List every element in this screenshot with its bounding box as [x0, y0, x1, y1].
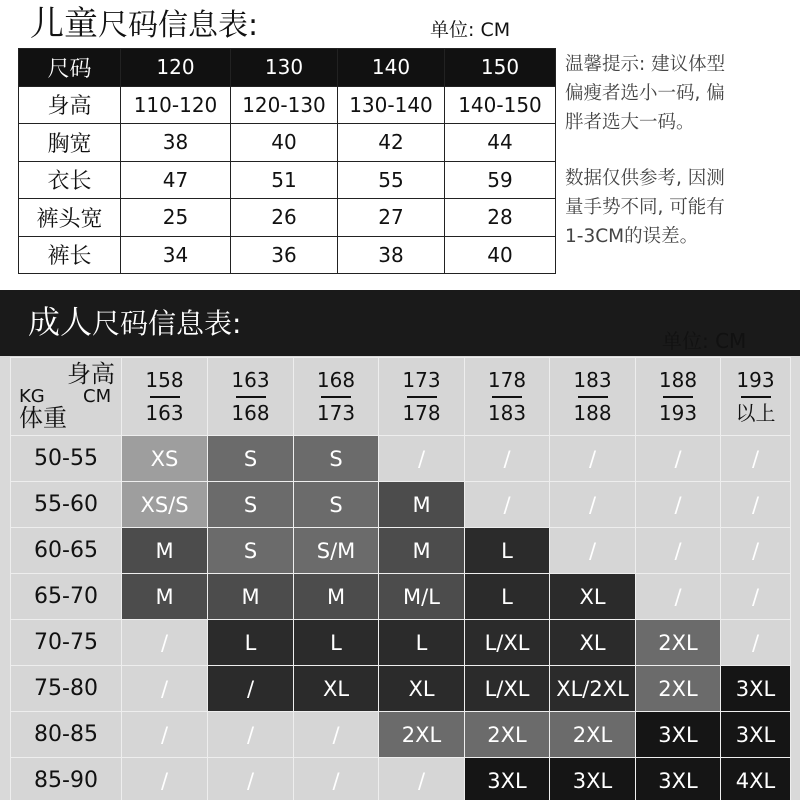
tip-line: 温馨提示: 建议体型 — [565, 54, 726, 75]
height-range-cell — [550, 358, 636, 436]
size-cell: 4XL — [721, 758, 791, 800]
weight-range-cell: 65-70 — [11, 574, 122, 620]
size-cell-empty: / — [122, 758, 208, 800]
kids-cell: 27 — [338, 199, 445, 237]
kids-cell: 25 — [121, 199, 231, 237]
adult-size-table — [10, 357, 791, 800]
height-range-top: 173 — [402, 367, 441, 392]
size-cell: XL — [550, 620, 636, 666]
size-cell: L — [208, 620, 294, 666]
size-cell: M — [122, 574, 208, 620]
adult-unit-label: 单位: CM — [662, 329, 747, 353]
size-cell-empty: / — [122, 666, 208, 712]
size-cell: S/M — [294, 528, 379, 574]
weight-range-cell: 50-55 — [11, 436, 122, 482]
adult-row — [11, 436, 791, 482]
kids-cell: 40 — [231, 124, 338, 162]
height-range-top: 168 — [316, 367, 356, 392]
size-cell: 3XL — [636, 758, 721, 800]
kids-row-label: 胸宽 — [19, 124, 121, 162]
adult-row — [11, 758, 791, 800]
height-range-bottom: 168 — [231, 400, 270, 425]
size-cell-empty: / — [636, 528, 721, 574]
size-cell: XL — [550, 574, 636, 620]
height-range-bottom: 193 — [658, 400, 698, 425]
corner-cm-label: CM — [83, 386, 112, 407]
weight-range-cell: 85-90 — [11, 758, 122, 800]
height-range-top: 183 — [573, 367, 612, 392]
kids-cell: 36 — [231, 236, 338, 274]
size-cell: 2XL — [636, 666, 721, 712]
kids-size-section — [0, 0, 800, 290]
size-cell-empty: / — [208, 666, 294, 712]
kids-row — [19, 199, 556, 237]
size-cell: XS — [122, 436, 208, 482]
size-cell: S — [208, 482, 294, 528]
kids-unit-label: 单位: CM — [430, 19, 511, 41]
kids-row-label: 身高 — [19, 86, 121, 124]
size-cell-empty: / — [721, 482, 791, 528]
size-cell-empty: / — [721, 436, 791, 482]
kids-row — [19, 86, 556, 124]
size-cell: 2XL — [465, 712, 550, 758]
height-range-top: 163 — [231, 367, 270, 392]
height-range-cell — [721, 358, 791, 436]
adult-row — [11, 620, 791, 666]
adult-header-row — [11, 358, 791, 436]
size-cell-empty: / — [379, 436, 465, 482]
kids-cell: 42 — [338, 124, 445, 162]
corner-weight-label: 体重 — [19, 404, 67, 432]
tip-line: 量手势不同, 可能有 — [565, 197, 725, 218]
height-range-bottom: 178 — [402, 400, 441, 425]
height-range-bottom: 173 — [316, 400, 356, 425]
size-cell-empty: / — [465, 436, 550, 482]
size-cell: XS/S — [122, 482, 208, 528]
kids-row-label: 衣长 — [19, 161, 121, 199]
kids-cell: 38 — [338, 236, 445, 274]
size-cell: M/L — [379, 574, 465, 620]
size-cell-empty: / — [550, 482, 636, 528]
size-cell: 2XL — [379, 712, 465, 758]
size-cell-empty: / — [636, 574, 721, 620]
size-cell: M — [379, 482, 465, 528]
kids-cell: 51 — [231, 161, 338, 199]
height-range-cell — [636, 358, 721, 436]
size-cell-empty: / — [721, 620, 791, 666]
size-cell-empty: / — [550, 436, 636, 482]
adult-row — [11, 574, 791, 620]
adult-title — [28, 304, 241, 342]
height-range-cell — [122, 358, 208, 436]
size-cell: M — [379, 528, 465, 574]
height-range-top: 178 — [487, 367, 527, 392]
size-cell-empty: / — [294, 758, 379, 800]
kids-cell: 40 — [445, 236, 556, 274]
size-cell: 3XL — [465, 758, 550, 800]
size-cell: L — [379, 620, 465, 666]
size-cell-empty: / — [379, 758, 465, 800]
kids-cell: 120-130 — [231, 86, 338, 124]
size-cell: L — [294, 620, 379, 666]
size-cell: L — [465, 574, 550, 620]
kids-header-row — [19, 49, 556, 87]
adult-title-part2: 尺码信息表: — [92, 307, 242, 340]
weight-range-cell: 55-60 — [11, 482, 122, 528]
kids-header-cell: 尺码 — [19, 49, 121, 87]
height-range-cell — [294, 358, 379, 436]
size-cell: 2XL — [550, 712, 636, 758]
size-cell-empty: / — [294, 712, 379, 758]
kids-cell: 38 — [121, 124, 231, 162]
size-cell: XL/2XL — [550, 666, 636, 712]
height-range-bottom: 163 — [145, 400, 184, 425]
size-cell-empty: / — [208, 758, 294, 800]
height-range-cell — [379, 358, 465, 436]
kids-row — [19, 236, 556, 274]
adult-row — [11, 482, 791, 528]
size-cell: L — [465, 528, 550, 574]
kids-tip — [565, 50, 790, 251]
kids-cell: 44 — [445, 124, 556, 162]
corner-height-label: 身高 — [67, 360, 115, 388]
size-cell: 3XL — [721, 666, 791, 712]
size-cell-empty: / — [122, 620, 208, 666]
height-range-top: 188 — [658, 367, 698, 392]
size-cell-empty: / — [721, 574, 791, 620]
adult-title-part1: 成人 — [28, 303, 93, 341]
kids-row — [19, 124, 556, 162]
corner-kg-label: KG — [19, 386, 45, 407]
size-cell-empty: / — [550, 528, 636, 574]
size-cell: S — [208, 436, 294, 482]
size-cell: L/XL — [465, 620, 550, 666]
kids-title-part2: 尺码信息表: — [98, 8, 259, 43]
kids-cell: 130-140 — [338, 86, 445, 124]
kids-row-label: 裤长 — [19, 236, 121, 274]
size-cell-empty: / — [122, 712, 208, 758]
size-cell: S — [294, 436, 379, 482]
size-cell: 3XL — [550, 758, 636, 800]
kids-cell: 110-120 — [121, 86, 231, 124]
kids-cell: 55 — [338, 161, 445, 199]
kids-cell: 26 — [231, 199, 338, 237]
kids-header-cell: 130 — [231, 49, 338, 87]
size-cell: M — [122, 528, 208, 574]
kids-row — [19, 161, 556, 199]
size-cell: M — [208, 574, 294, 620]
adult-corner-cell — [11, 358, 122, 436]
kids-header-cell: 150 — [445, 49, 556, 87]
size-cell-empty: / — [465, 482, 550, 528]
size-cell: M — [294, 574, 379, 620]
height-range-cell — [465, 358, 550, 436]
size-cell: XL — [294, 666, 379, 712]
kids-cell: 34 — [121, 236, 231, 274]
tip-line: 数据仅供参考, 因测 — [565, 168, 725, 189]
size-cell: 2XL — [636, 620, 721, 666]
height-range-cell — [208, 358, 294, 436]
size-cell: 3XL — [636, 712, 721, 758]
kids-cell: 28 — [445, 199, 556, 237]
height-range-top: 158 — [145, 367, 184, 392]
size-cell: 3XL — [721, 712, 791, 758]
size-cell-empty: / — [208, 712, 294, 758]
weight-range-cell: 60-65 — [11, 528, 122, 574]
adult-row — [11, 666, 791, 712]
size-cell-empty: / — [636, 482, 721, 528]
kids-cell: 59 — [445, 161, 556, 199]
size-cell-empty: / — [636, 436, 721, 482]
height-range-bottom: 以上 — [735, 400, 776, 425]
weight-range-cell: 80-85 — [11, 712, 122, 758]
height-range-bottom: 188 — [573, 400, 612, 425]
kids-header-cell: 140 — [338, 49, 445, 87]
size-cell: L/XL — [465, 666, 550, 712]
kids-title-part1: 儿童 — [30, 4, 98, 44]
adult-row — [11, 712, 791, 758]
tip-line: 1-3CM的误差。 — [565, 226, 699, 247]
weight-range-cell: 75-80 — [11, 666, 122, 712]
kids-size-table — [18, 48, 556, 274]
tip-line: 胖者选大一码。 — [565, 112, 695, 133]
size-cell: XL — [379, 666, 465, 712]
size-cell: S — [294, 482, 379, 528]
height-range-top: 193 — [736, 367, 775, 392]
height-range-bottom: 183 — [487, 400, 527, 425]
kids-header-cell: 120 — [121, 49, 231, 87]
size-cell-empty: / — [721, 528, 791, 574]
adult-row — [11, 528, 791, 574]
kids-title — [30, 4, 258, 46]
size-cell: S — [208, 528, 294, 574]
kids-row-label: 裤头宽 — [19, 199, 121, 237]
kids-cell: 140-150 — [445, 86, 556, 124]
kids-cell: 47 — [121, 161, 231, 199]
weight-range-cell: 70-75 — [11, 620, 122, 666]
tip-line: 偏瘦者选小一码, 偏 — [565, 83, 725, 104]
